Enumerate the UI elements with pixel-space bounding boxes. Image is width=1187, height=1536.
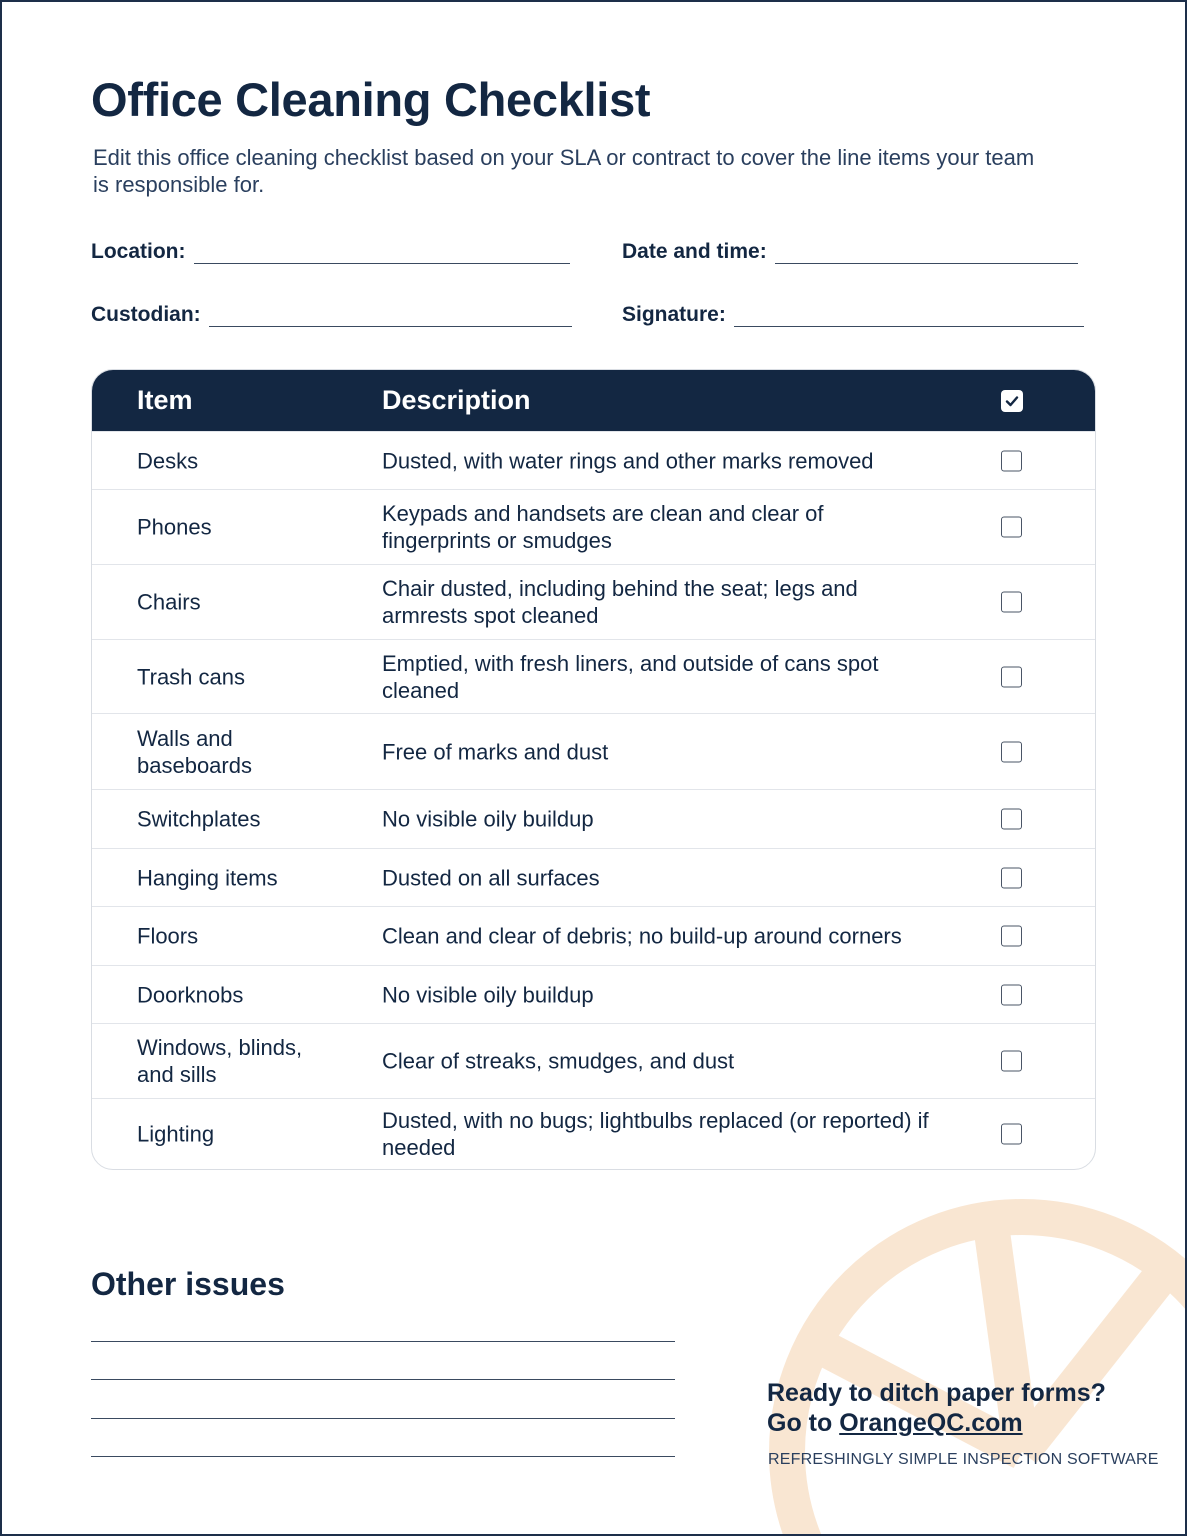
table-row (92, 906, 1095, 965)
signature-input-line[interactable] (734, 307, 1084, 327)
row-item: Phones (137, 514, 212, 540)
row-checkbox[interactable] (1001, 926, 1022, 947)
row-item: Trash cans (137, 664, 246, 689)
custodian-input-line[interactable] (209, 307, 572, 327)
row-description: Dusted on all surfaces (382, 865, 600, 890)
other-issues-title: Other issues (91, 1266, 285, 1302)
table-row (92, 564, 1095, 639)
header-checkmark-icon (1001, 390, 1023, 412)
cta-go-to-prefix: Go to (767, 1409, 840, 1437)
table-header (92, 370, 1095, 431)
row-description: Free of marks and dust (382, 739, 609, 764)
row-description: No visible oily buildup (382, 982, 594, 1007)
checklist-table (91, 369, 1096, 1170)
row-item: Desks (137, 448, 199, 473)
table-row (92, 789, 1095, 848)
date-time-field (622, 240, 1078, 264)
row-description: Dusted, with no bugs; lightbulbs replaced (or reported) if needed (382, 1108, 929, 1160)
table-row (92, 639, 1095, 713)
custodian-field (91, 303, 572, 327)
row-description: Clear of streaks, smudges, and dust (382, 1048, 735, 1074)
cta-block (767, 1378, 1106, 1438)
issue-line-1[interactable] (91, 1340, 675, 1342)
row-item: Floors (137, 923, 199, 949)
date-time-label: Date and time: (622, 240, 767, 263)
row-checkbox[interactable] (1001, 666, 1022, 687)
row-checkbox[interactable] (1001, 1124, 1022, 1145)
row-item: Switchplates (137, 806, 261, 832)
row-checkbox[interactable] (1001, 450, 1022, 471)
row-checkbox[interactable] (1001, 517, 1022, 538)
row-description: Dusted, with water rings and other marks removed (382, 448, 874, 473)
table-row (92, 965, 1095, 1023)
row-checkbox[interactable] (1001, 1051, 1022, 1072)
page-title: Office Cleaning Checklist (91, 73, 651, 126)
row-checkbox[interactable] (1001, 809, 1022, 830)
row-description: Chair dusted, including behind the seat; legs and armrests spot cleaned (382, 576, 858, 628)
location-field (91, 240, 570, 264)
orangeqc-link[interactable]: OrangeQC.com (839, 1409, 1023, 1437)
table-row (92, 1023, 1095, 1098)
row-item: Chairs (137, 589, 201, 615)
issue-line-2[interactable] (91, 1378, 675, 1380)
cta-go-to-line (767, 1408, 1106, 1438)
table-row (92, 489, 1095, 564)
row-checkbox[interactable] (1001, 741, 1022, 762)
signature-field (622, 303, 1084, 327)
row-item: Lighting (137, 1121, 215, 1147)
cta-headline: Ready to ditch paper forms? (767, 1379, 1106, 1407)
header-description: Description (382, 385, 531, 415)
row-checkbox[interactable] (1001, 592, 1022, 613)
row-item: Doorknobs (137, 982, 244, 1007)
issue-line-4[interactable] (91, 1455, 675, 1457)
signature-label: Signature: (622, 303, 726, 326)
row-description: Emptied, with fresh liners, and outside of cans spot cleaned (382, 650, 879, 703)
location-input-line[interactable] (194, 244, 570, 264)
row-item: Walls and baseboards (137, 725, 252, 778)
tagline: REFRESHINGLY SIMPLE INSPECTION SOFTWARE (768, 1451, 1159, 1468)
table-row (92, 1098, 1095, 1169)
table-row (92, 848, 1095, 906)
custodian-label: Custodian: (91, 303, 201, 326)
header-item: Item (137, 385, 193, 415)
location-label: Location: (91, 240, 186, 263)
row-description: Clean and clear of debris; no build-up around corners (382, 923, 902, 949)
issue-line-3[interactable] (91, 1417, 675, 1419)
date-time-input-line[interactable] (775, 244, 1078, 264)
row-description: No visible oily buildup (382, 806, 594, 832)
row-item: Windows, blinds, and sills (137, 1035, 303, 1087)
row-checkbox[interactable] (1001, 984, 1022, 1005)
table-row (92, 713, 1095, 789)
row-checkbox[interactable] (1001, 867, 1022, 888)
page-subtitle: Edit this office cleaning checklist based on your SLA or contract to cover the line items your team is responsible for. (93, 145, 1035, 197)
row-item: Hanging items (137, 865, 278, 890)
table-row (92, 431, 1095, 489)
row-description: Keypads and handsets are clean and clear of fingerprints or smudges (382, 501, 824, 553)
orange-slice-watermark-icon (742, 1192, 1187, 1536)
